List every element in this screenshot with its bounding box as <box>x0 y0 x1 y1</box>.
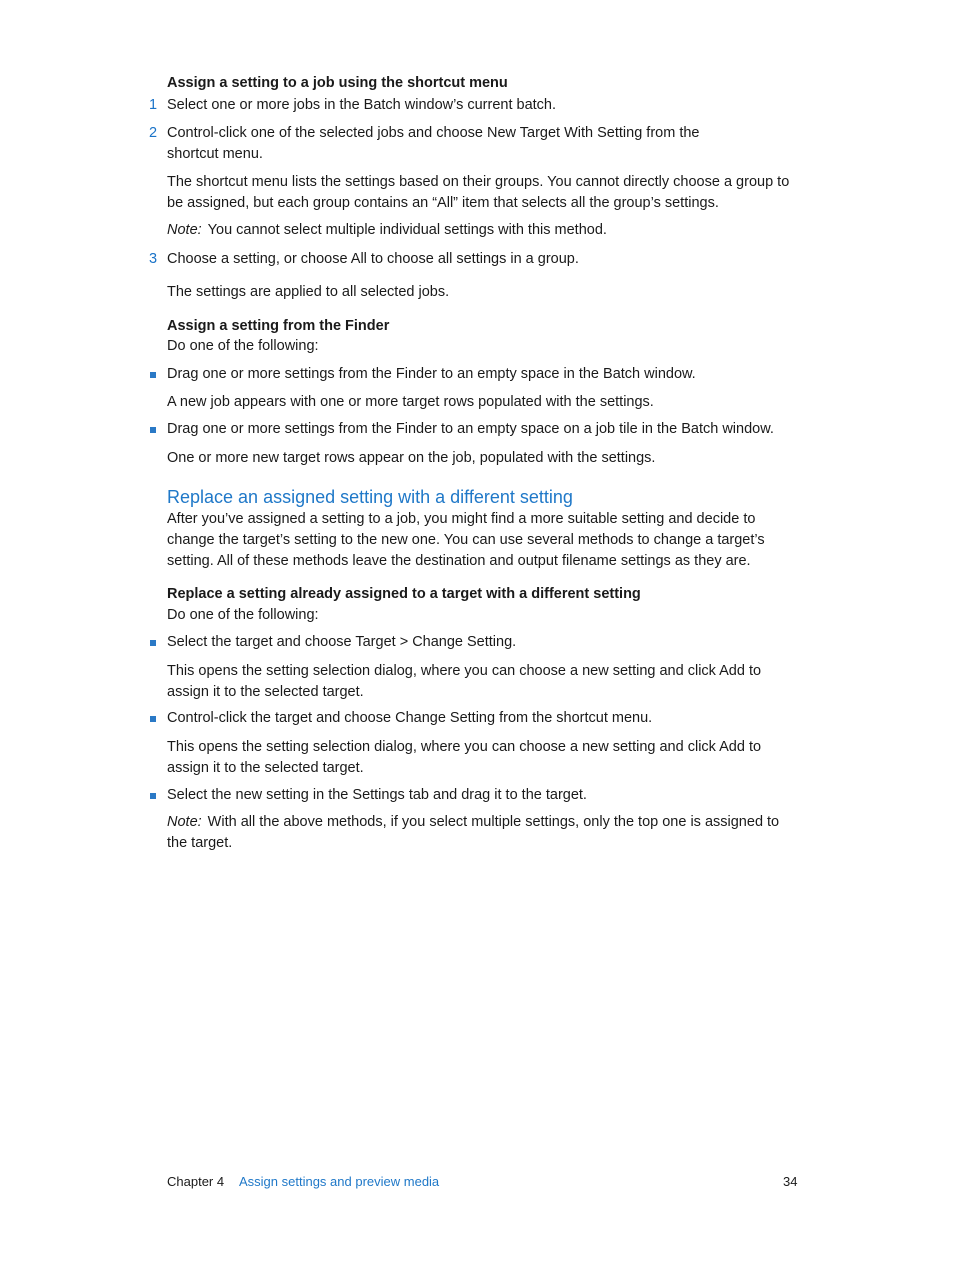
replace-item-1: Select the target and choose Target > Change Setting. <box>167 634 517 650</box>
finder-item-2-detail: One or more new target rows appear on the job, populated with the settings. <box>167 450 656 466</box>
step-2-text: Control-click one of the selected jobs and choose New Target With Setting from the shortcut menu. <box>167 125 700 162</box>
finder-heading: Assign a setting from the Finder <box>167 318 390 334</box>
replace-item-2-detail: This opens the setting selection dialog, where you can choose a new setting and click Add to assign it to the selected target. <box>167 739 762 776</box>
finder-item-1-detail: A new job appears with one or more target rows populated with the settings. <box>167 394 654 410</box>
replace-note <box>167 812 797 854</box>
bullet-icon <box>150 640 156 646</box>
note-label: Note: <box>167 814 202 830</box>
bullet-icon <box>150 716 156 722</box>
step-number-3: 3 <box>149 251 158 267</box>
shortcut-note <box>167 220 797 241</box>
replace-intro: After you’ve assigned a setting to a job, you might find a more suitable setting and decide to change the target’s setting to the new one. You can use several methods to change a target’s setting. All of these methods leave the destination and output filename settings as they are. <box>167 511 765 569</box>
note-text: With all the above methods, if you select multiple settings, only the top one is assigned to the target. <box>167 814 780 851</box>
step-number-1: 1 <box>149 97 158 113</box>
shortcut-menu-heading: Assign a setting to a job using the shortcut menu <box>167 75 508 91</box>
bullet-icon <box>150 427 156 433</box>
replace-item-2: Control-click the target and choose Change Setting from the shortcut menu. <box>167 710 653 726</box>
section-title: Replace an assigned setting with a different setting <box>167 487 573 507</box>
step-2-detail: The shortcut menu lists the settings based on their groups. You cannot directly choose a group to be assigned, but each group contains an “All” item that selects all the group’s settings. <box>167 174 790 211</box>
bullet-icon <box>150 372 156 378</box>
note-text: You cannot select multiple individual settings with this method. <box>207 222 607 238</box>
page-number: 34 <box>783 1174 798 1189</box>
finder-item-1: Drag one or more settings from the Finder to an empty space in the Batch window. <box>167 366 696 382</box>
replace-heading: Replace a setting already assigned to a target with a different setting <box>167 586 641 602</box>
step-3-text: Choose a setting, or choose All to choose all settings in a group. <box>167 251 579 267</box>
note-label: Note: <box>167 222 202 238</box>
bullet-icon <box>150 793 156 799</box>
replace-do-one: Do one of the following: <box>167 607 319 623</box>
replace-item-3: Select the new setting in the Settings tab and drag it to the target. <box>167 787 587 803</box>
finder-intro: Do one of the following: <box>167 338 319 354</box>
finder-item-2: Drag one or more settings from the Finder to an empty space on a job tile in the Batch window. <box>167 421 774 437</box>
step-number-2: 2 <box>149 125 158 141</box>
replace-item-1-detail: This opens the setting selection dialog, where you can choose a new setting and click Add to assign it to the selected target. <box>167 663 762 700</box>
shortcut-result: The settings are applied to all selected jobs. <box>167 284 450 300</box>
footer-chapter-title: Assign settings and preview media <box>239 1174 440 1189</box>
step-1-text: Select one or more jobs in the Batch window’s current batch. <box>167 97 557 113</box>
footer-chapter-label: Chapter 4 <box>167 1174 225 1189</box>
